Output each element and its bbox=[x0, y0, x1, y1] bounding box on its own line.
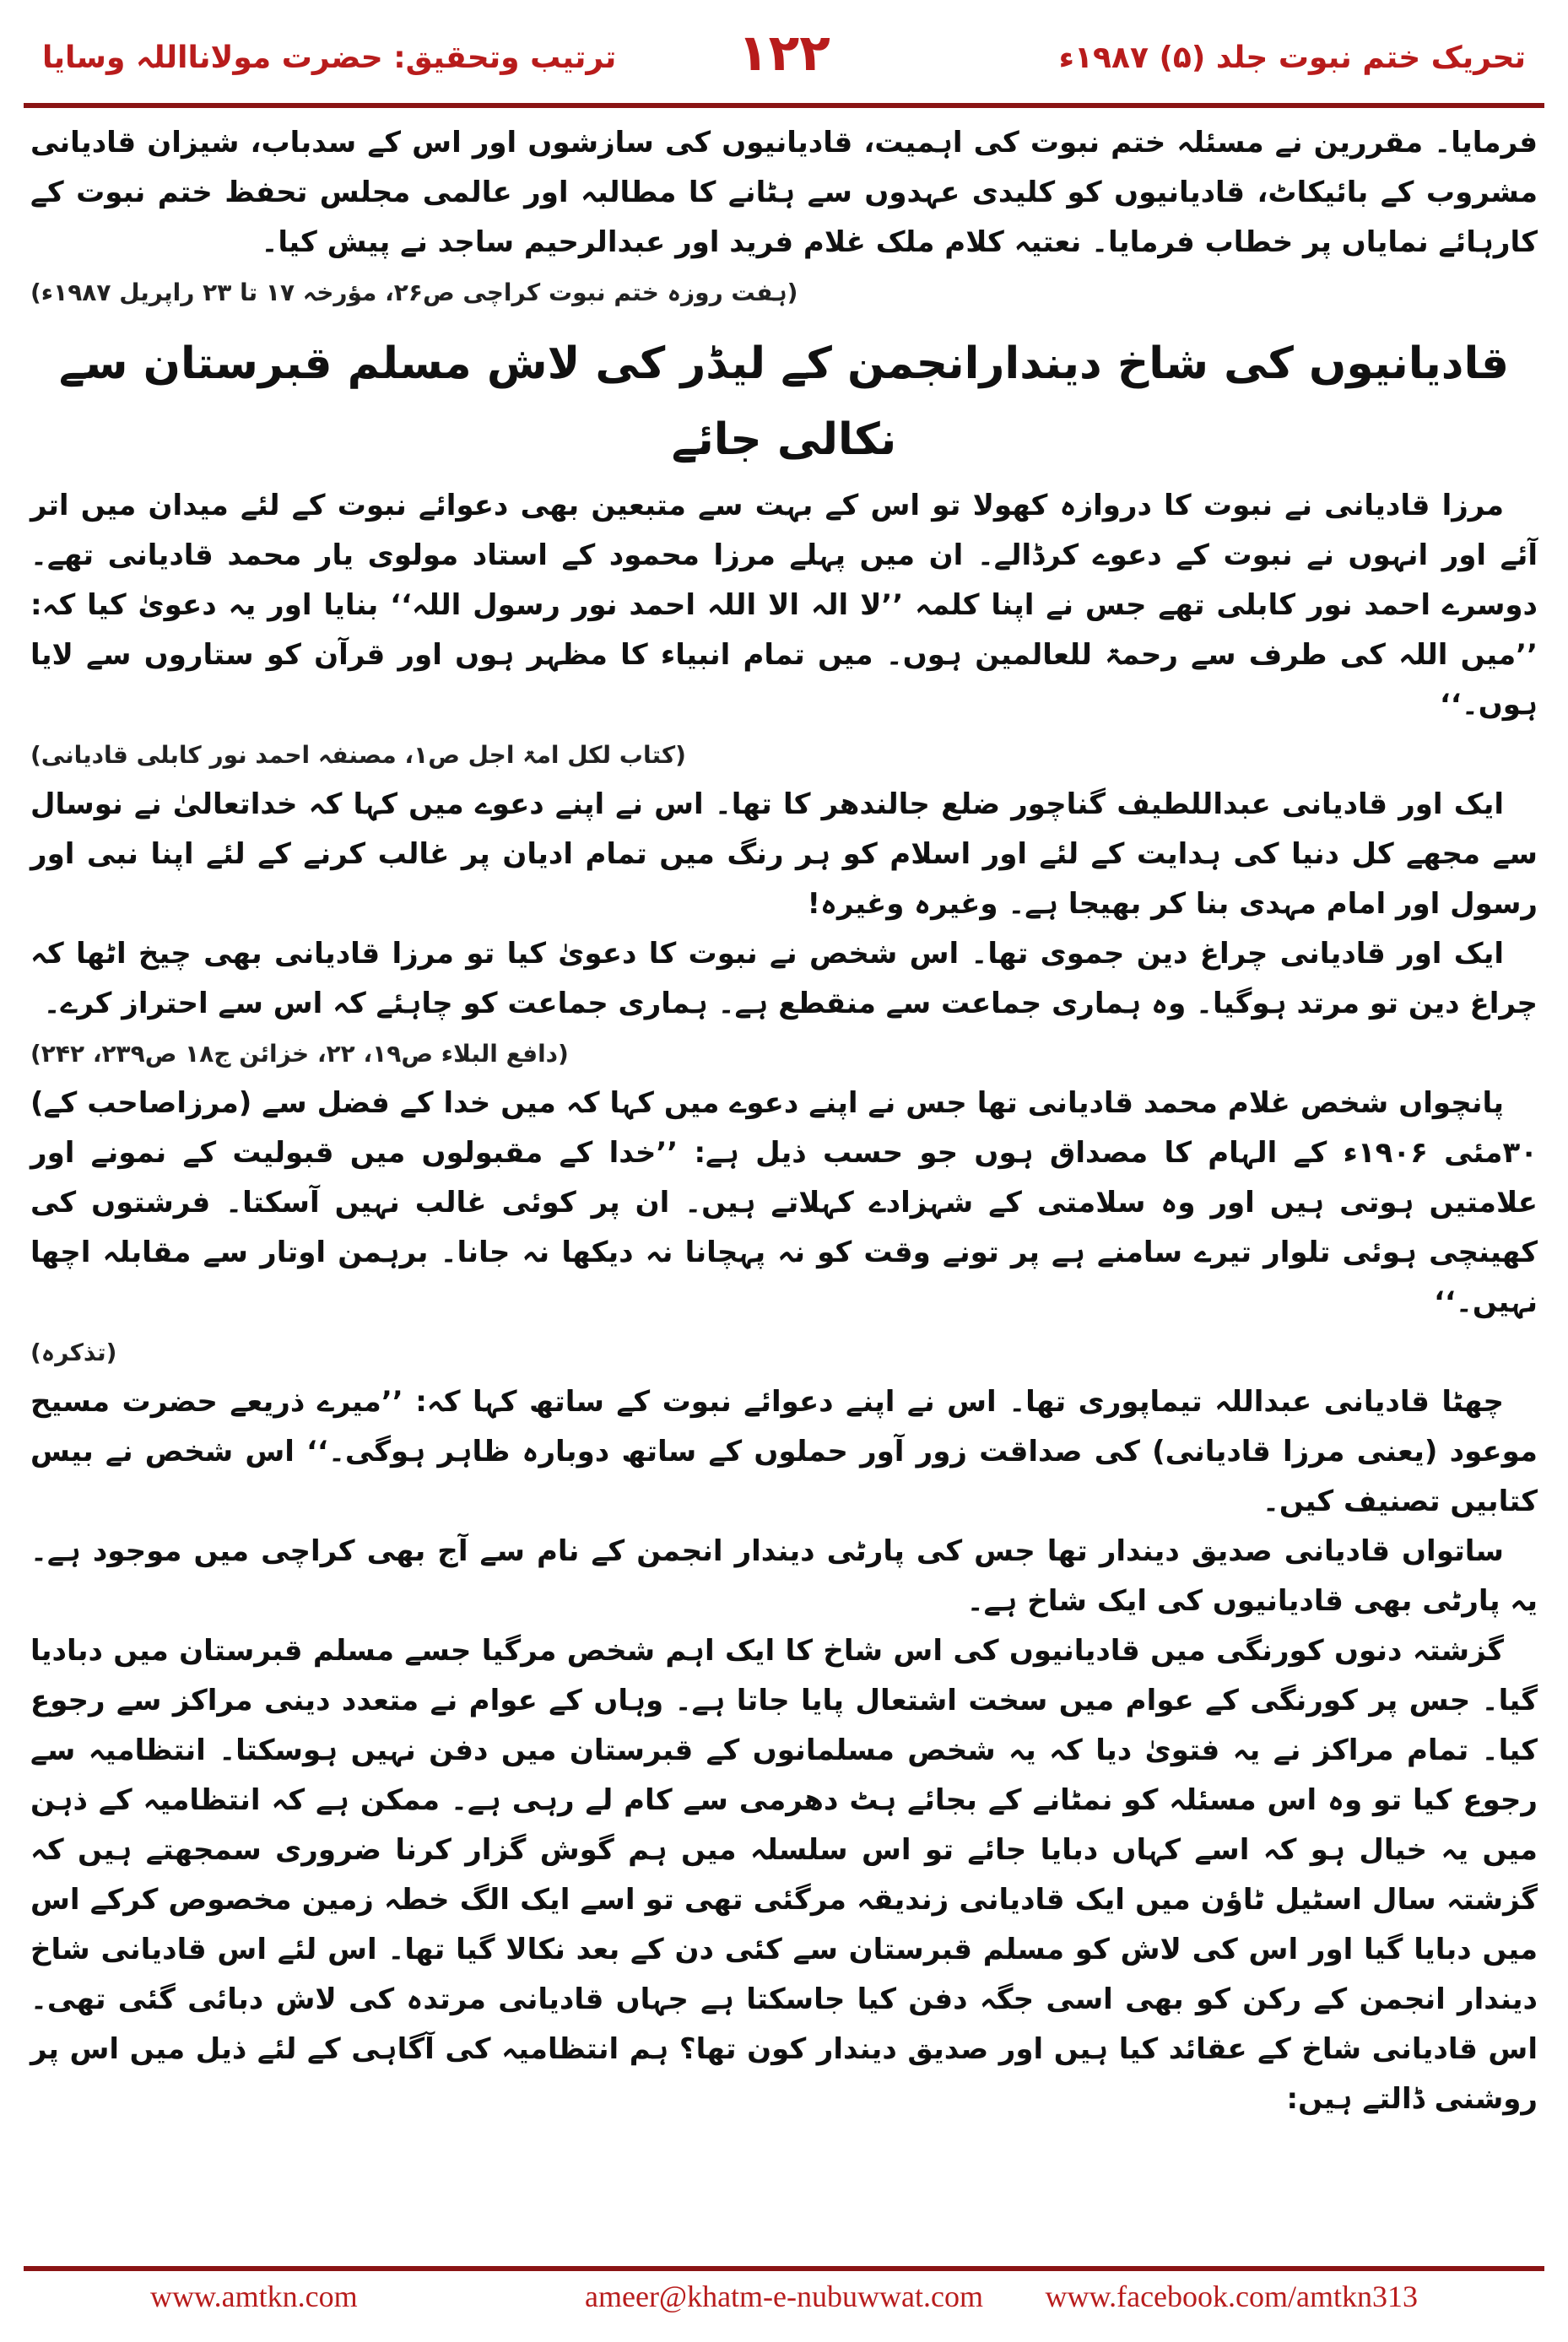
reference-3: (دافع البلاء ص۱۹، ۲۲، خزائن ج۱۸ ص۲۳۹، ۲۴۲) bbox=[30, 1040, 569, 1068]
paragraph-2: ایک اور قادیانی عبداللطیف گناچور ضلع جالندھر کا تھا۔ اس نے اپنے دعوے میں کہا کہ خداتعالیٰ نے نوسال سے مجھے کل دنیا کی ہدایت کے لئے اور اسلام کو ہر رنگ میں تمام ادیان پر غالب کرنے کے لئے اپنا نبی اور رسول اور امام مہدی بنا کر بھیجا ہے۔ وغیرہ وغیرہ! bbox=[30, 787, 1538, 921]
paragraph-3: ایک اور قادیانی چراغ دین جموی تھا۔ اس شخص نے نبوت کا دعویٰ کیا تو مرزا قادیانی بھی چیخ اٹھا کہ چراغ دین تو مرتد ہوگیا۔ وہ ہماری جماعت سے منقطع ہے۔ ہماری جماعت کو چاہئے کہ اس سے احتراز کرے۔ bbox=[30, 937, 1538, 1020]
page-footer bbox=[24, 2279, 1544, 2329]
paragraph-1: مرزا قادیانی نے نبوت کا دروازہ کھولا تو اس کے بہت سے متبعین بھی دعوائے نبوت کے لئے میدان میں اتر آئے اور انہوں نے نبوت کے دعوے کرڈالے۔ ان میں پہلے مرزا محمود کے استاد مولوی یار محمد قادیانی تھے۔ دوسرے احمد نور کابلی تھے جس نے اپنا کلمہ ’’لا الہ الا اللہ احمد نور رسول اللہ‘‘ بنایا اور یہ دعویٰ کیا کہ: ’’میں اللہ کی طرف سے رحمۃ للعالمین ہوں۔ میں تمام انبیاء کا مظہر ہوں اور قرآن کو ستاروں سے لایا ہوں۔‘‘ bbox=[30, 489, 1538, 722]
paragraph-intro: فرمایا۔ مقررین نے مسئلہ ختم نبوت کی اہمیت، قادیانیوں کی سازشوں اور اس کے سدباب، شیزان قادیانی مشروب کے بائیکاٹ، قادیانیوں کو کلیدی عہدوں سے ہٹانے کا مطالبہ اور عالمی مجلس تحفظ ختم نبوت کے کارہائے نمایاں پر خطاب فرمایا۔ نعتیہ کلام ملک غلام فرید اور عبدالرحیم ساجد نے پیش کیا۔ bbox=[30, 126, 1538, 259]
page-body bbox=[30, 118, 1538, 2258]
reference-1: (کتاب لکل امۃ اجل ص۱، مصنفہ احمد نور کابلی قادیانی) bbox=[30, 741, 686, 769]
paragraph-4: پانچواں شخص غلام محمد قادیانی تھا جس نے اپنے دعوے میں کہا کہ میں خدا کے فضل سے (مرزاصاحب کے) ۳۰مئی ۱۹۰۶ء کے الہام کا مصداق ہوں جو حسب ذیل ہے: ’’خدا کے مقبولوں میں قبولیت کے نمونے اور علامتیں ہوتی ہیں اور وہ سلامتی کے شہزادے کہلاتے ہیں۔ ان پر کوئی غالب نہیں آسکتا۔ فرشتوں کی کھینچی ہوئی تلوار تیرے سامنے ہے پر تونے وقت کو نہ پہچانا نہ دیکھا نہ جانا۔ برہمن اوتار سے مقابلہ اچھا نہیں۔‘‘ bbox=[30, 1086, 1538, 1319]
paragraph-6: ساتواں قادیانی صدیق دیندار تھا جس کی پارٹی دیندار انجمن کے نام سے آج بھی کراچی میں موجود ہے۔ یہ پارٹی بھی قادیانیوں کی ایک شاخ ہے۔ bbox=[30, 1534, 1538, 1618]
paragraph-7: گزشتہ دنوں کورنگی میں قادیانیوں کی اس شاخ کا ایک اہم شخص مرگیا جسے مسلم قبرستان میں دبادیا گیا۔ جس پر کورنگی کے عوام میں سخت اشتعال پایا جاتا ہے۔ وہاں کے عوام نے متعدد دینی مراکز سے رجوع کیا۔ تمام مراکز نے یہ فتویٰ دیا کہ یہ شخص مسلمانوں کے قبرستان میں دفن نہیں ہوسکتا۔ انتظامیہ سے رجوع کیا تو وہ اس مسئلہ کو نمٹانے کے بجائے ہٹ دھرمی سے کام لے رہی ہے۔ ممکن ہے کہ انتظامیہ کے ذہن میں یہ خیال ہو کہ اسے کہاں دبایا جائے تو اس سلسلہ میں ہم گوش گزار کرنا ضروری سمجھتے ہیں کہ گزشتہ سال اسٹیل ٹاؤن میں ایک قادیانی زندیقہ مرگئی تھی تو اسے ایک الگ خطہ زمین مخصوص کرکے اس میں دبایا گیا اور اس کی لاش کو مسلم قبرستان سے کئی دن کے بعد نکالا گیا تھا۔ اس لئے اس قادیانی شاخ دیندار انجمن کے رکن کو بھی اسی جگہ دفن کیا جاسکتا ہے جہاں قادیانی مرتدہ کی لاش دبائی گئی تھی۔ اس قادیانی شاخ کے عقائد کیا ہیں اور صدیق دیندار کون تھا؟ ہم انتظامیہ کی آگاہی کے لئے ذیل میں اس پر روشنی ڈالتے ہیں: bbox=[30, 1634, 1538, 2116]
reference-4: (تذکرہ) bbox=[30, 1339, 117, 1366]
footer-divider bbox=[24, 2266, 1544, 2271]
email-link[interactable]: ameer@khatm-e-nubuwwat.com bbox=[585, 2280, 983, 2313]
facebook-link[interactable]: www.facebook.com/amtkn313 bbox=[1045, 2280, 1418, 2313]
reference-intro: (ہفت روزہ ختم نبوت کراچی ص۲۶، مؤرخہ ۱۷ تا ۲۳ راپریل ۱۹۸۷ء) bbox=[30, 279, 798, 306]
section-heading: قادیانیوں کی شاخ دیندارانجمن کے لیڈر کی لاش مسلم قبرستان سے نکالی جائے bbox=[58, 338, 1510, 465]
paragraph-5: چھٹا قادیانی عبداللہ تیماپوری تھا۔ اس نے اپنے دعوائے نبوت کے ساتھ کہا کہ: ’’میرے ذریعے حضرت مسیح موعود (یعنی مرزا قادیانی) کی صداقت زور آور حملوں کے ساتھ دوبارہ ظاہر ہوگی۔‘‘ اس شخص نے بیس کتابیں تصنیف کیں۔ bbox=[30, 1385, 1538, 1518]
compiler-credit: ترتیب وتحقیق: حضرت مولانااللہ وسایا bbox=[42, 41, 617, 75]
header-divider bbox=[24, 103, 1544, 108]
page-header bbox=[42, 24, 1526, 100]
page-number: ۱۲۲ bbox=[738, 24, 830, 83]
book-title: تحریک ختم نبوت جلد (۵) ۱۹۸۷ء bbox=[1058, 41, 1526, 75]
website-link[interactable]: www.amtkn.com bbox=[150, 2280, 358, 2313]
